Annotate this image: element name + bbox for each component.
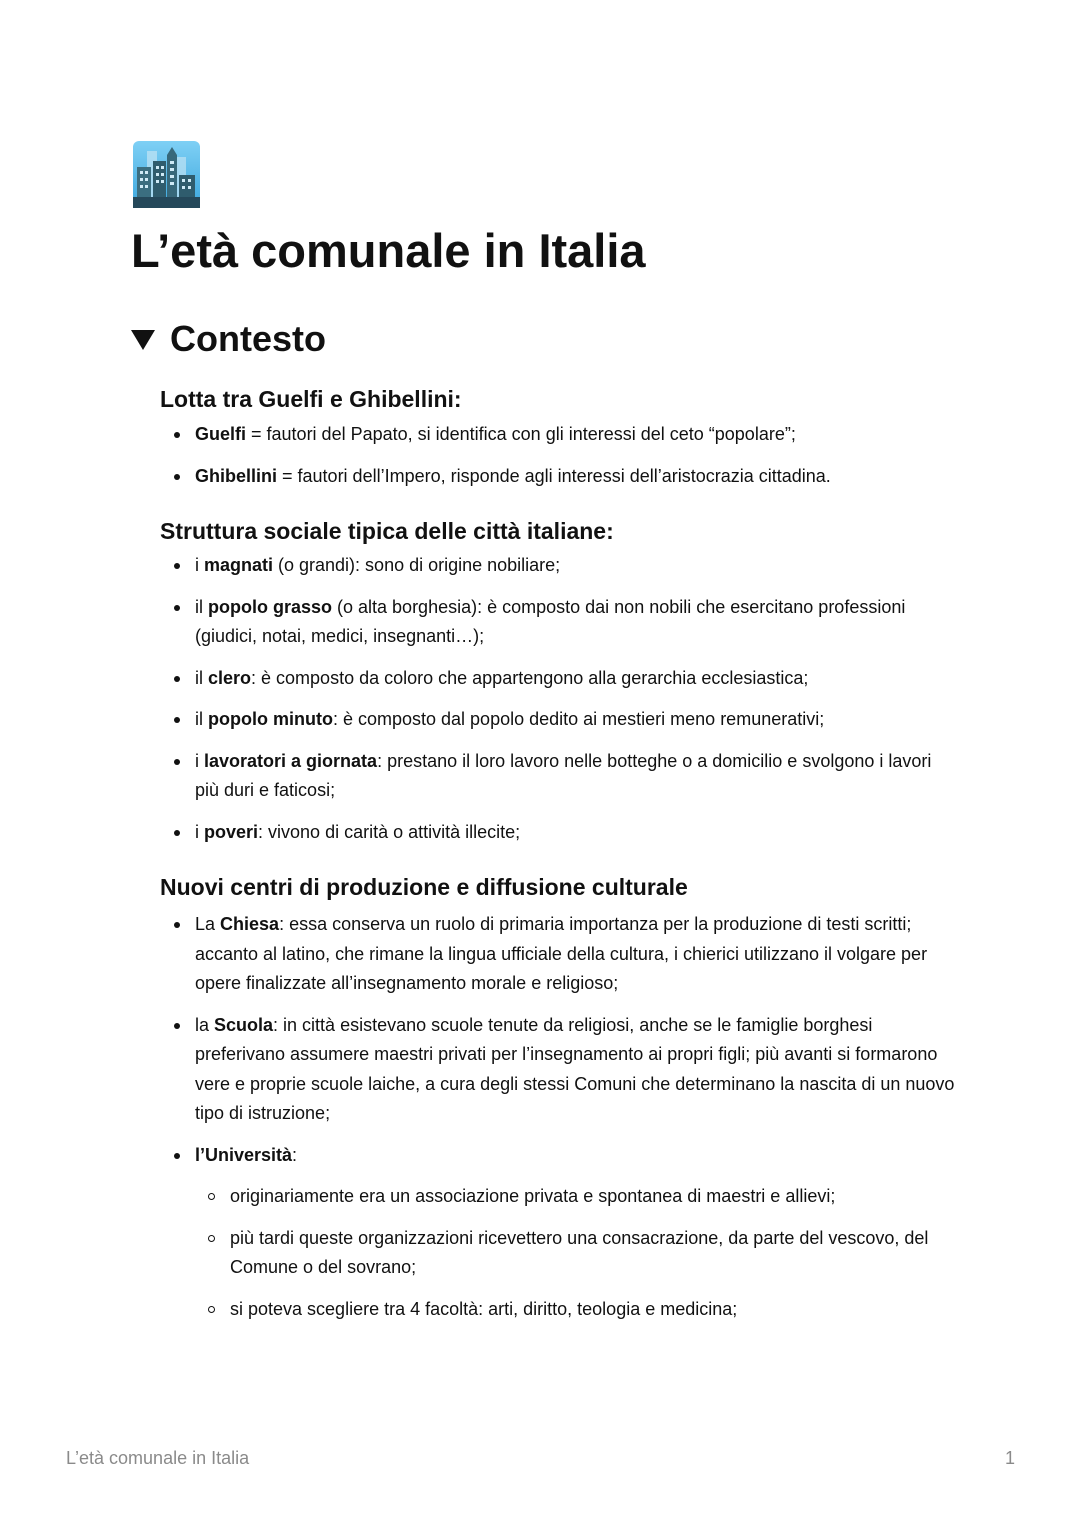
item-bold-term: popolo minuto	[208, 709, 333, 729]
item-prefix: il	[195, 709, 208, 729]
nested-list-item: originariamente era un associazione privata e spontanea di maestri e allievi;	[195, 1182, 960, 1212]
item-bold-term: clero	[208, 667, 252, 688]
item-text: : in città esistevano scuole tenute da religiosi, anche se le famiglie borghesi preferivano assumere maestri privati per l’insegnamento ai propri figli; più avanti si formarono vere e proprie scuole laiche, a cura degli stessi Comuni che determinano la nascita di un nuovo tipo di istruzione;	[195, 1014, 955, 1123]
list-item	[160, 747, 960, 806]
item-text: : è composto dal popolo dedito ai mestieri meno remunerativi;	[332, 709, 825, 729]
item-prefix: i	[195, 750, 204, 771]
page-number: 1	[1004, 1448, 1015, 1468]
section-heading: Lotta tra Guelfi e Ghibellini:	[160, 386, 462, 412]
list-item	[160, 705, 960, 735]
list-item	[160, 593, 960, 652]
list-item	[160, 910, 960, 999]
item-text: = fautori dell’Impero, risponde agli interessi dell’aristocrazia cittadina.	[277, 465, 831, 486]
item-prefix: La	[195, 914, 221, 934]
nested-list-item: si poteva scegliere tra 4 facoltà: arti, diritto, teologia e medicina;	[195, 1295, 960, 1325]
item-bold-term: popolo grasso	[208, 596, 333, 617]
item-bold-term: l’Università	[195, 1144, 293, 1165]
item-bold-term: Scuola	[214, 1014, 274, 1035]
item-prefix: il	[195, 667, 208, 688]
item-text: : prestano il loro lavoro nelle botteghe o a domicilio e svolgono i lavori più duri e faticosi;	[195, 750, 932, 800]
item-bold-term: magnati	[204, 555, 274, 575]
item-bold-term: Guelfi	[195, 424, 247, 444]
item-bold-term: Ghibellini	[195, 465, 278, 486]
toggle-content	[160, 380, 960, 1324]
item-bold-term: lavoratori a giornata	[204, 750, 378, 771]
item-text: : vivono di carità o attività illecite;	[258, 821, 521, 842]
item-text: : essa conserva un ruolo di primaria importanza per la produzione di testi scritti; accanto al latino, che rimane la lingua ufficiale della cultura, i chierici utilizzano il volgare per opere finalizzate all’insegnamento morale e religioso;	[195, 914, 928, 993]
item-prefix: i	[195, 555, 204, 575]
item-text: = fautori del Papato, si identifica con gli interessi del ceto “popolare”;	[246, 424, 796, 444]
nested-list-item: più tardi queste organizzazioni ricevettero una consacrazione, da parte del vescovo, del Comune o del sovrano;	[195, 1224, 960, 1283]
item-prefix: i	[195, 821, 204, 842]
page-title: L’età comunale in Italia	[131, 224, 646, 277]
bulleted-list	[160, 910, 960, 1324]
list-item	[160, 462, 960, 492]
toggle-expanded-arrow-icon[interactable]	[131, 330, 155, 350]
bulleted-list	[160, 420, 960, 491]
item-prefix: il	[195, 596, 208, 617]
cityscape-icon	[133, 141, 200, 208]
list-item	[160, 664, 960, 694]
section-heading: Struttura sociale tipica delle città italiane:	[160, 518, 614, 544]
item-text: (o alta borghesia): è composto dai non nobili che esercitano professioni (giudici, notai, medici, insegnanti…);	[195, 596, 906, 646]
item-text: (o grandi): sono di origine nobiliare;	[273, 555, 561, 575]
nested-list	[195, 1182, 960, 1324]
list-item	[160, 1011, 960, 1129]
bulleted-list	[160, 551, 960, 847]
footer-title: L’età comunale in Italia	[66, 1448, 250, 1468]
list-item	[160, 551, 960, 581]
item-text: : è composto da coloro che appartengono alla gerarchia ecclesiastica;	[251, 667, 809, 688]
item-bold-term: poveri	[204, 821, 259, 842]
list-item	[160, 818, 960, 848]
toggle-heading: Contesto	[170, 318, 326, 359]
item-bold-term: Chiesa	[220, 914, 280, 934]
item-text: :	[292, 1144, 298, 1165]
list-item	[160, 1141, 960, 1325]
section-heading: Nuovi centri di produzione e diffusione culturale	[160, 874, 688, 900]
toggle-contesto[interactable]	[131, 314, 326, 364]
item-prefix: la	[195, 1014, 215, 1035]
list-item	[160, 420, 960, 450]
